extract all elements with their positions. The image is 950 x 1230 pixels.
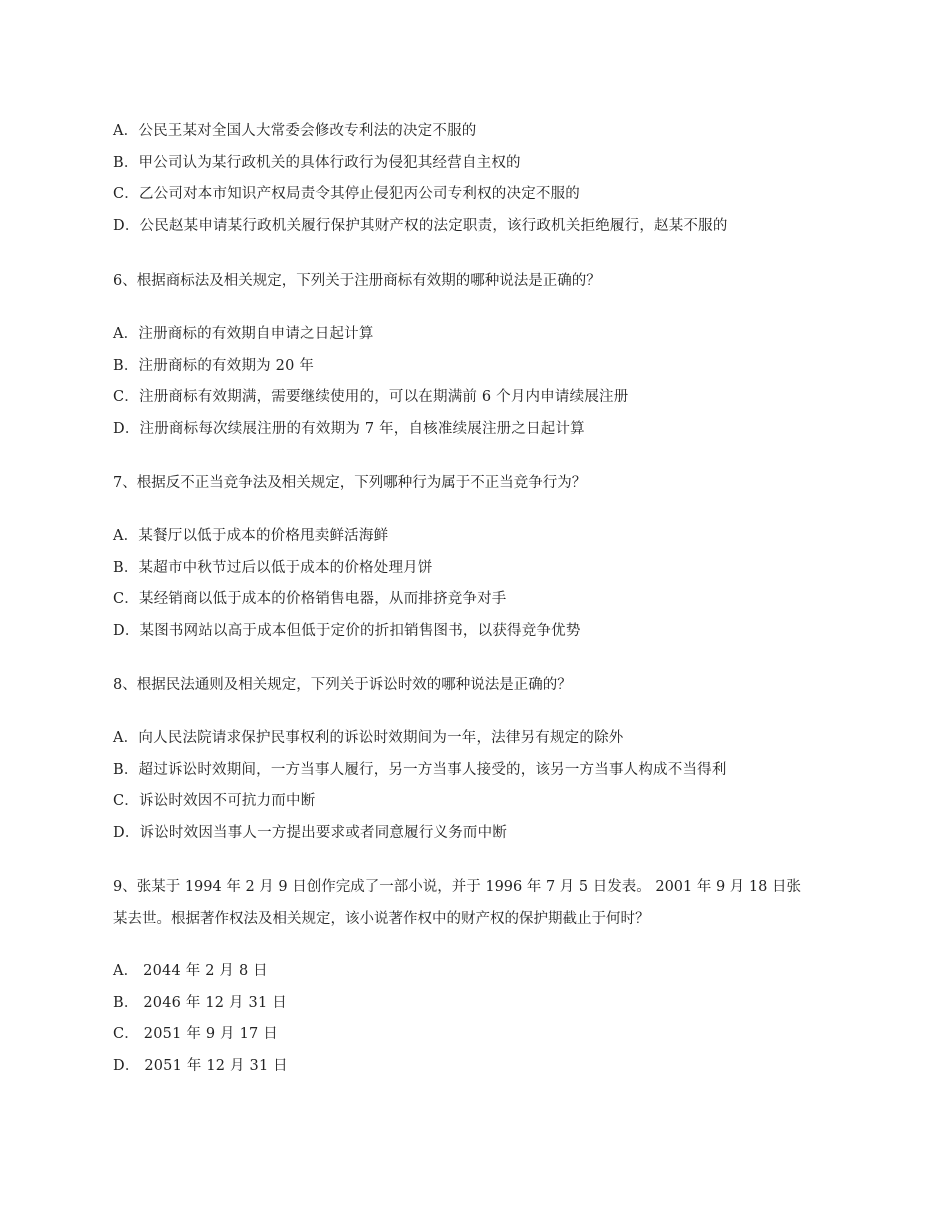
q8-question bbox=[113, 670, 843, 702]
q9-option-c: C． 2051 年 9 月 17 日 bbox=[113, 1026, 278, 1042]
q6-option-b: B．注册商标的有效期为 20 年 bbox=[113, 357, 315, 374]
q6-option-a: A．注册商标的有效期自申请之日起计算 bbox=[113, 326, 374, 342]
q8-option-a: A．向人民法院请求保护民事权利的诉讼时效期间为一年，法律另有规定的除外 bbox=[113, 730, 624, 746]
q6-options bbox=[113, 319, 843, 445]
q8-question-text: 8、根据民法通则及相关规定，下列关于诉讼时效的哪种说法是正确的？ bbox=[113, 677, 572, 693]
q5-option-c: C．乙公司对本市知识产权局责令其停止侵犯丙公司专利权的决定不服的 bbox=[113, 186, 580, 202]
q6-question-text: 6、根据商标法及相关规定，下列关于注册商标有效期的哪种说法是正确的？ bbox=[113, 273, 601, 289]
q6-option-d: D．注册商标每次续展注册的有效期为 7 年，自核准续展注册之日起计算 bbox=[113, 420, 585, 437]
q9-question-line2: 某去世。根据著作权法及相关规定，该小说著作权中的财产权的保护期截止于何时？ bbox=[113, 910, 650, 927]
q9-options bbox=[113, 956, 843, 1082]
q9-option-b: B． 2046 年 12 月 31 日 bbox=[113, 994, 287, 1011]
q8-options bbox=[113, 723, 843, 849]
q7-question bbox=[113, 468, 843, 500]
q9-question bbox=[113, 872, 843, 935]
q5-option-a: A．公民王某对全国人大常委会修改专利法的决定不服的 bbox=[113, 123, 477, 139]
q7-options bbox=[113, 521, 843, 647]
q7-option-b: B．某超市中秋节过后以低于成本的价格处理月饼 bbox=[113, 559, 433, 576]
q7-option-c: C．某经销商以低于成本的价格销售电器，从而排挤竞争对手 bbox=[113, 591, 507, 607]
q6-option-c: C．注册商标有效期满，需要继续使用的，可以在期满前 6 个月内申请续展注册 bbox=[113, 389, 629, 405]
q8-option-c: C．诉讼时效因不可抗力而中断 bbox=[113, 793, 316, 809]
q7-question-text: 7、根据反不正当竞争法及相关规定，下列哪种行为属于不正当竞争行为？ bbox=[113, 475, 587, 491]
q8-option-d: D．诉讼时效因当事人一方提出要求或者同意履行义务而中断 bbox=[113, 824, 508, 841]
q8-option-b: B．超过诉讼时效期间，一方当事人履行，另一方当事人接受的，该另一方当事人构成不当得利 bbox=[113, 761, 727, 778]
q7-option-d: D．某图书网站以高于成本但低于定价的折扣销售图书，以获得竞争优势 bbox=[113, 622, 581, 639]
q5-option-d: D．公民赵某申请某行政机关履行保护其财产权的法定职责，该行政机关拒绝履行，赵某不服的 bbox=[113, 217, 728, 234]
q6-question bbox=[113, 266, 843, 298]
q5-options bbox=[113, 116, 843, 242]
q5-option-b: B．甲公司认为某行政机关的具体行政行为侵犯其经营自主权的 bbox=[113, 154, 521, 171]
q9-option-a: A． 2044 年 2 月 8 日 bbox=[113, 963, 268, 979]
q9-option-d: D． 2051 年 12 月 31 日 bbox=[113, 1057, 288, 1074]
q7-option-a: A．某餐厅以低于成本的价格甩卖鲜活海鲜 bbox=[113, 528, 389, 544]
q9-question-line1: 9、张某于 1994 年 2 月 9 日创作完成了一部小说，并于 1996 年 7 月 5 日发表。 2001 年 9 月 18 日张 bbox=[113, 879, 801, 895]
